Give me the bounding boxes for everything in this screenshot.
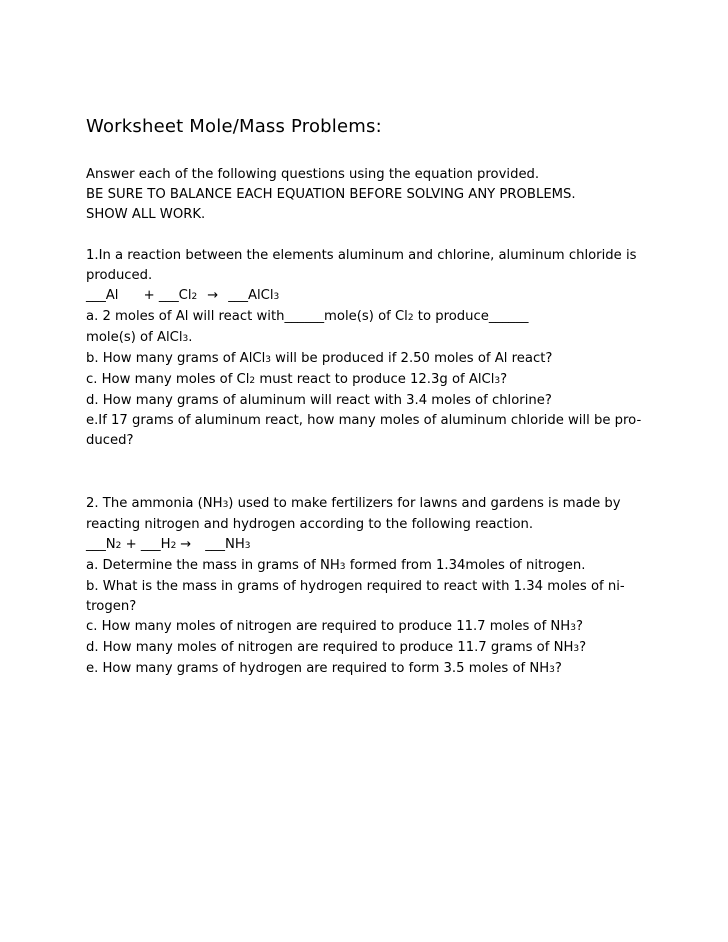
q2-part-a	[86, 556, 646, 577]
q2-part-c	[86, 617, 646, 638]
q1-part-d: d. How many grams of aluminum will react with 3.4 moles of chlorine?	[86, 393, 552, 408]
formula-cl: Cl	[178, 288, 192, 303]
plus-sign: +	[143, 288, 155, 303]
subscript: 2	[407, 313, 414, 323]
formula-h: H	[160, 537, 171, 552]
subscript: 3	[494, 376, 501, 386]
coefficient-blank: ___	[86, 288, 106, 303]
formula-n: N	[105, 537, 116, 552]
subscript: 3	[570, 623, 576, 633]
coefficient-blank: ___	[86, 537, 106, 552]
q1-equation	[86, 286, 646, 307]
q2a-text: a. Determine the mass in grams of NH	[86, 558, 340, 573]
q2a-text-2: formed from 1.34moles of nitrogen.	[345, 558, 586, 573]
subscript: 3	[222, 500, 229, 510]
subscript: 3	[273, 292, 280, 302]
arrow-icon: →	[180, 537, 192, 552]
subscript: 3	[182, 334, 189, 344]
instruction-line: Answer each of the following questions using the equation provided.	[86, 167, 540, 182]
q1-part-e-cont: duced?	[86, 433, 134, 448]
q2-stem-cont: reacting nitrogen and hydrogen according to the following reaction.	[86, 517, 534, 532]
q2-stem-text: 2. The ammonia (NH	[86, 496, 223, 511]
q2c-text: c. How many moles of nitrogen are required to produce 11.7 moles of NH	[86, 619, 571, 634]
q2-stem	[86, 494, 646, 515]
q2-part-e	[86, 659, 646, 680]
formula-al: Al	[105, 288, 119, 303]
q2-equation	[86, 535, 646, 556]
arrow-icon: →	[207, 288, 219, 303]
coefficient-blank: ___	[140, 537, 161, 552]
formula-alcl: AlCl	[247, 288, 274, 303]
q1c-text-2: must react to produce 12.3g of AlCl	[255, 372, 495, 387]
worksheet-title: Worksheet Mole/Mass Problems:	[86, 116, 382, 137]
question-2	[86, 494, 646, 680]
q1-part-a	[86, 307, 646, 328]
q1b-text: b. How many grams of AlCl	[86, 351, 266, 366]
q1-stem: 1.In a reaction between the elements aluminum and chlorine, aluminum chloride is produced.	[86, 248, 637, 283]
q2-part-b: b. What is the mass in grams of hydrogen required to react with 1.34 moles of ni-	[86, 579, 625, 594]
q2e-text-2: ?	[554, 661, 562, 676]
q2d-text: d. How many moles of nitrogen are required to produce 11.7 grams of NH	[86, 640, 574, 655]
instruction-line: BE SURE TO BALANCE EACH EQUATION BEFORE SOLVING ANY PROBLEMS.	[86, 187, 576, 202]
instructions	[86, 165, 646, 225]
subscript: 3	[339, 562, 346, 572]
q1c-text: c. How many moles of Cl	[86, 372, 250, 387]
subscript: 3	[265, 355, 271, 365]
q2c-text-2: ?	[575, 619, 583, 634]
subscript: 2	[115, 541, 122, 551]
coefficient-blank: ___	[228, 288, 248, 303]
q1a-text-3: mole(s) of AlCl	[86, 330, 183, 345]
q1-part-c	[86, 370, 646, 391]
q2-part-d	[86, 638, 646, 659]
q1a-text-4: .	[188, 330, 193, 345]
q2e-text: e. How many grams of hydrogen are required to form 3.5 moles of NH	[86, 661, 550, 676]
q1-part-b	[86, 349, 646, 370]
q1-part-a-cont	[86, 328, 646, 349]
subscript: 3	[573, 644, 580, 654]
subscript: 2	[191, 292, 198, 302]
coefficient-blank: ___	[205, 537, 225, 552]
instruction-line: SHOW ALL WORK.	[86, 207, 206, 222]
formula-nh: NH	[224, 537, 245, 552]
subscript: 2	[170, 541, 177, 551]
q1a-text-2: to produce______	[413, 309, 529, 324]
question-1	[86, 246, 646, 451]
subscript: 2	[249, 376, 256, 386]
q2d-text-2: ?	[579, 640, 587, 655]
subscript: 3	[244, 541, 251, 551]
q1a-text: a. 2 moles of Al will react with______mole(s) of Cl	[86, 309, 408, 324]
q1c-text-3: ?	[500, 372, 508, 387]
q1-part-e: e.If 17 grams of aluminum react, how many moles of aluminum chloride will be pro-	[86, 413, 642, 428]
q2-part-b-cont: trogen?	[86, 599, 137, 614]
plus-sign: +	[125, 537, 137, 552]
subscript: 3	[549, 665, 555, 675]
coefficient-blank: ___	[158, 288, 179, 303]
q1b-text-2: will be produced if 2.50 moles of Al react?	[270, 351, 553, 366]
q2-stem-text-2: ) used to make fertilizers for lawns and gardens is made by	[228, 496, 621, 511]
